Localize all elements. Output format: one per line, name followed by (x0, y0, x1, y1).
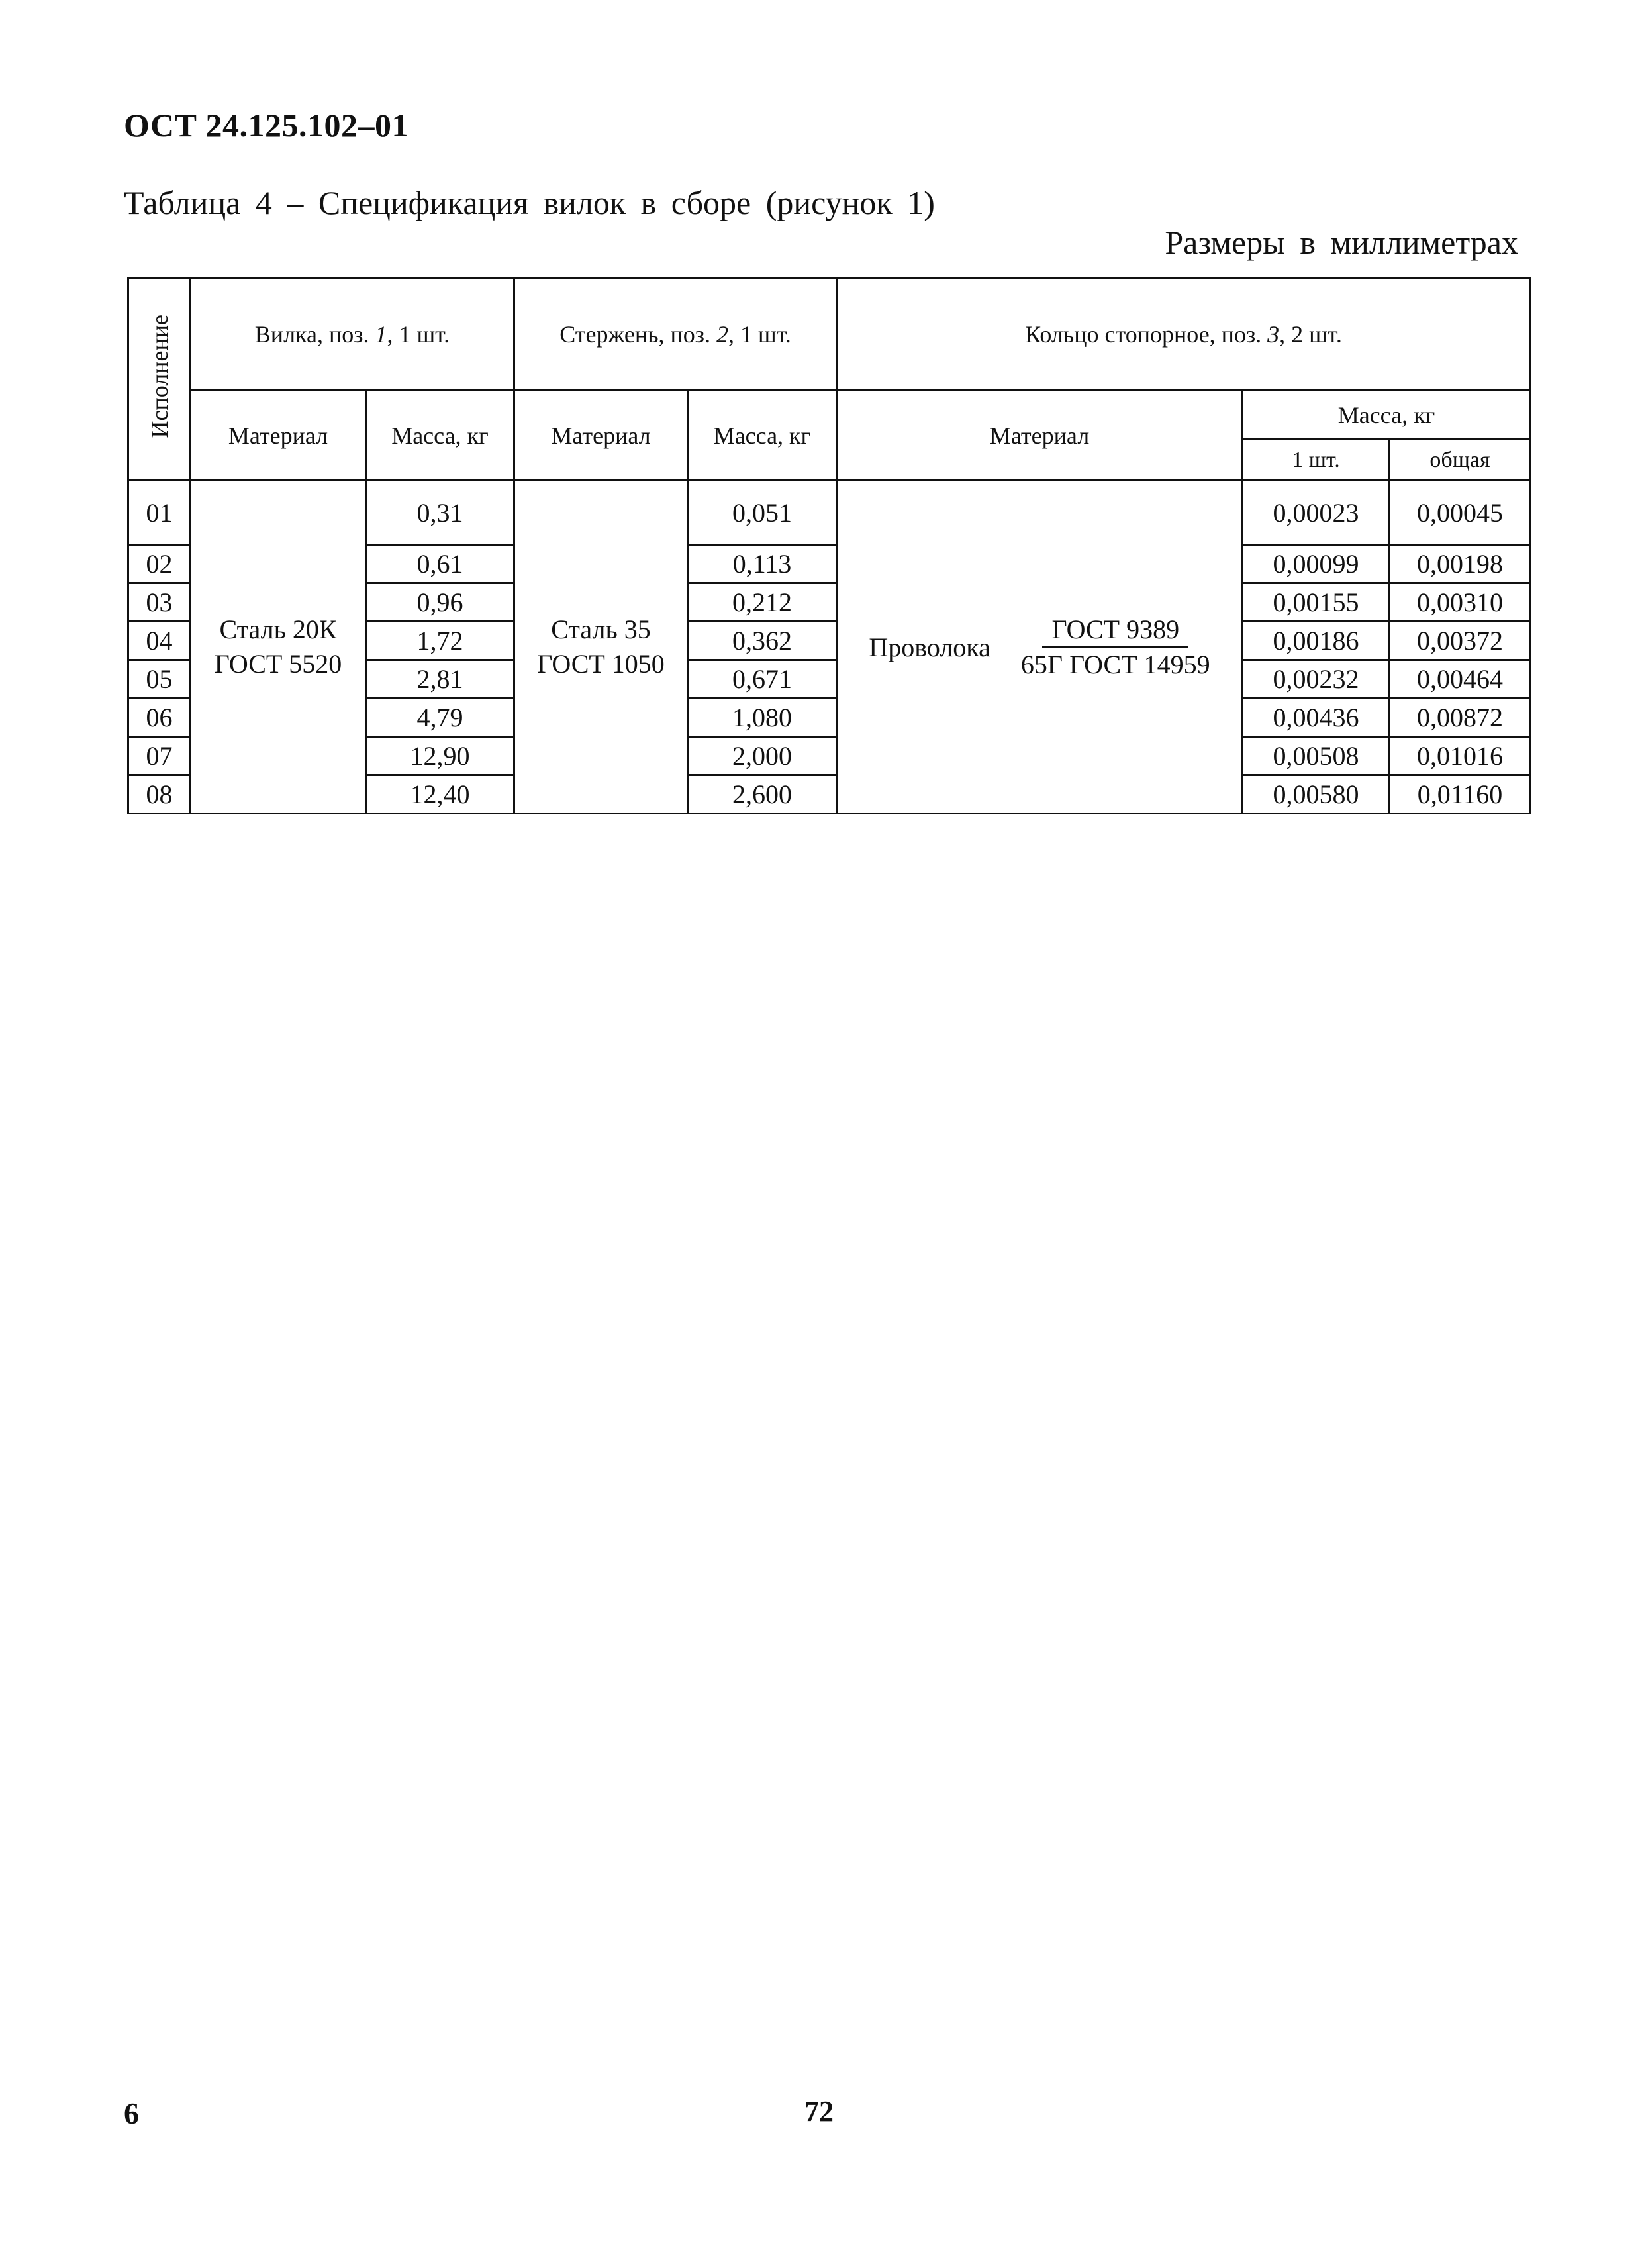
table-caption: Таблица 4 – Спецификация вилок в сборе (рисунок 1) (124, 184, 935, 221)
ring-mass-header: Масса, кг (1243, 391, 1531, 440)
document-code: ОСТ 24.125.102–01 (124, 107, 409, 144)
fork-mass-cell: 0,31 (366, 481, 514, 545)
variant-cell: 04 (128, 622, 191, 660)
ring-mass-total-cell: 0,00464 (1390, 660, 1531, 699)
ring-group-header: Кольцо стопорное, поз. 3, 2 шт. (837, 278, 1531, 391)
units-note: Размеры в миллиметрах (1165, 224, 1518, 261)
rod-mass-cell: 0,051 (688, 481, 837, 545)
rod-material-header: Материал (514, 391, 688, 481)
fork-mass-cell: 0,96 (366, 583, 514, 622)
ring-mass-one-cell: 0,00436 (1243, 699, 1390, 737)
fork-mass-header: Масса, кг (366, 391, 514, 481)
ring-mass-one-cell: 0,00508 (1243, 737, 1390, 775)
variant-cell: 08 (128, 775, 191, 814)
ring-mass-total-cell: 0,00872 (1390, 699, 1531, 737)
rod-mass-cell: 0,671 (688, 660, 837, 699)
fork-mass-cell: 12,90 (366, 737, 514, 775)
rod-material-cell: Сталь 35 ГОСТ 1050 (514, 481, 688, 814)
rod-mass-cell: 0,212 (688, 583, 837, 622)
ring-mass-one-cell: 0,00023 (1243, 481, 1390, 545)
ring-material-label: Проволока (869, 632, 990, 662)
variant-cell: 03 (128, 583, 191, 622)
ring-mass-one-cell: 0,00155 (1243, 583, 1390, 622)
specification-table (127, 277, 1531, 814)
ring-mass-one-cell: 0,00232 (1243, 660, 1390, 699)
fork-mass-cell: 12,40 (366, 775, 514, 814)
table-row (128, 481, 1531, 545)
ring-mass-one-header: 1 шт. (1243, 440, 1390, 481)
fork-mass-cell: 1,72 (366, 622, 514, 660)
variant-cell: 01 (128, 481, 191, 545)
rod-mass-cell: 2,600 (688, 775, 837, 814)
ring-mass-total-cell: 0,00372 (1390, 622, 1531, 660)
variant-cell: 02 (128, 545, 191, 583)
variant-cell: 07 (128, 737, 191, 775)
rod-group-header: Стержень, поз. 2, 1 шт. (514, 278, 837, 391)
ring-material-header: Материал (837, 391, 1243, 481)
ring-mass-total-header: общая (1390, 440, 1531, 481)
ring-mass-total-cell: 0,00310 (1390, 583, 1531, 622)
rod-mass-cell: 0,362 (688, 622, 837, 660)
variant-cell: 05 (128, 660, 191, 699)
fork-mass-cell: 0,61 (366, 545, 514, 583)
rod-mass-cell: 0,113 (688, 545, 837, 583)
ring-mass-one-cell: 0,00099 (1243, 545, 1390, 583)
ring-mass-total-cell: 0,01160 (1390, 775, 1531, 814)
page-number: 6 (124, 2096, 139, 2130)
fork-material-cell: Сталь 20К ГОСТ 5520 (191, 481, 366, 814)
ring-mass-total-cell: 0,00198 (1390, 545, 1531, 583)
rod-mass-cell: 2,000 (688, 737, 837, 775)
sheet-number: 72 (804, 2095, 834, 2128)
fork-group-header: Вилка, поз. 1, 1 шт. (191, 278, 514, 391)
fork-material-header: Материал (191, 391, 366, 481)
ring-material-cell (837, 481, 1243, 814)
fork-mass-cell: 2,81 (366, 660, 514, 699)
fork-mass-cell: 4,79 (366, 699, 514, 737)
rod-mass-header: Масса, кг (688, 391, 837, 481)
ring-material-standard: $\frac{\text{ГОСТ 9389}}{\text{65Г ГОСТ 14959}}$ (1020, 614, 1210, 679)
variant-header (128, 278, 191, 481)
ring-mass-one-cell: 0,00186 (1243, 622, 1390, 660)
ring-mass-total-cell: 0,00045 (1390, 481, 1531, 545)
rod-mass-cell: 1,080 (688, 699, 837, 737)
ring-mass-total-cell: 0,01016 (1390, 737, 1531, 775)
ring-mass-one-cell: 0,00580 (1243, 775, 1390, 814)
variant-header-label: Исполнение (146, 314, 173, 438)
variant-cell: 06 (128, 699, 191, 737)
